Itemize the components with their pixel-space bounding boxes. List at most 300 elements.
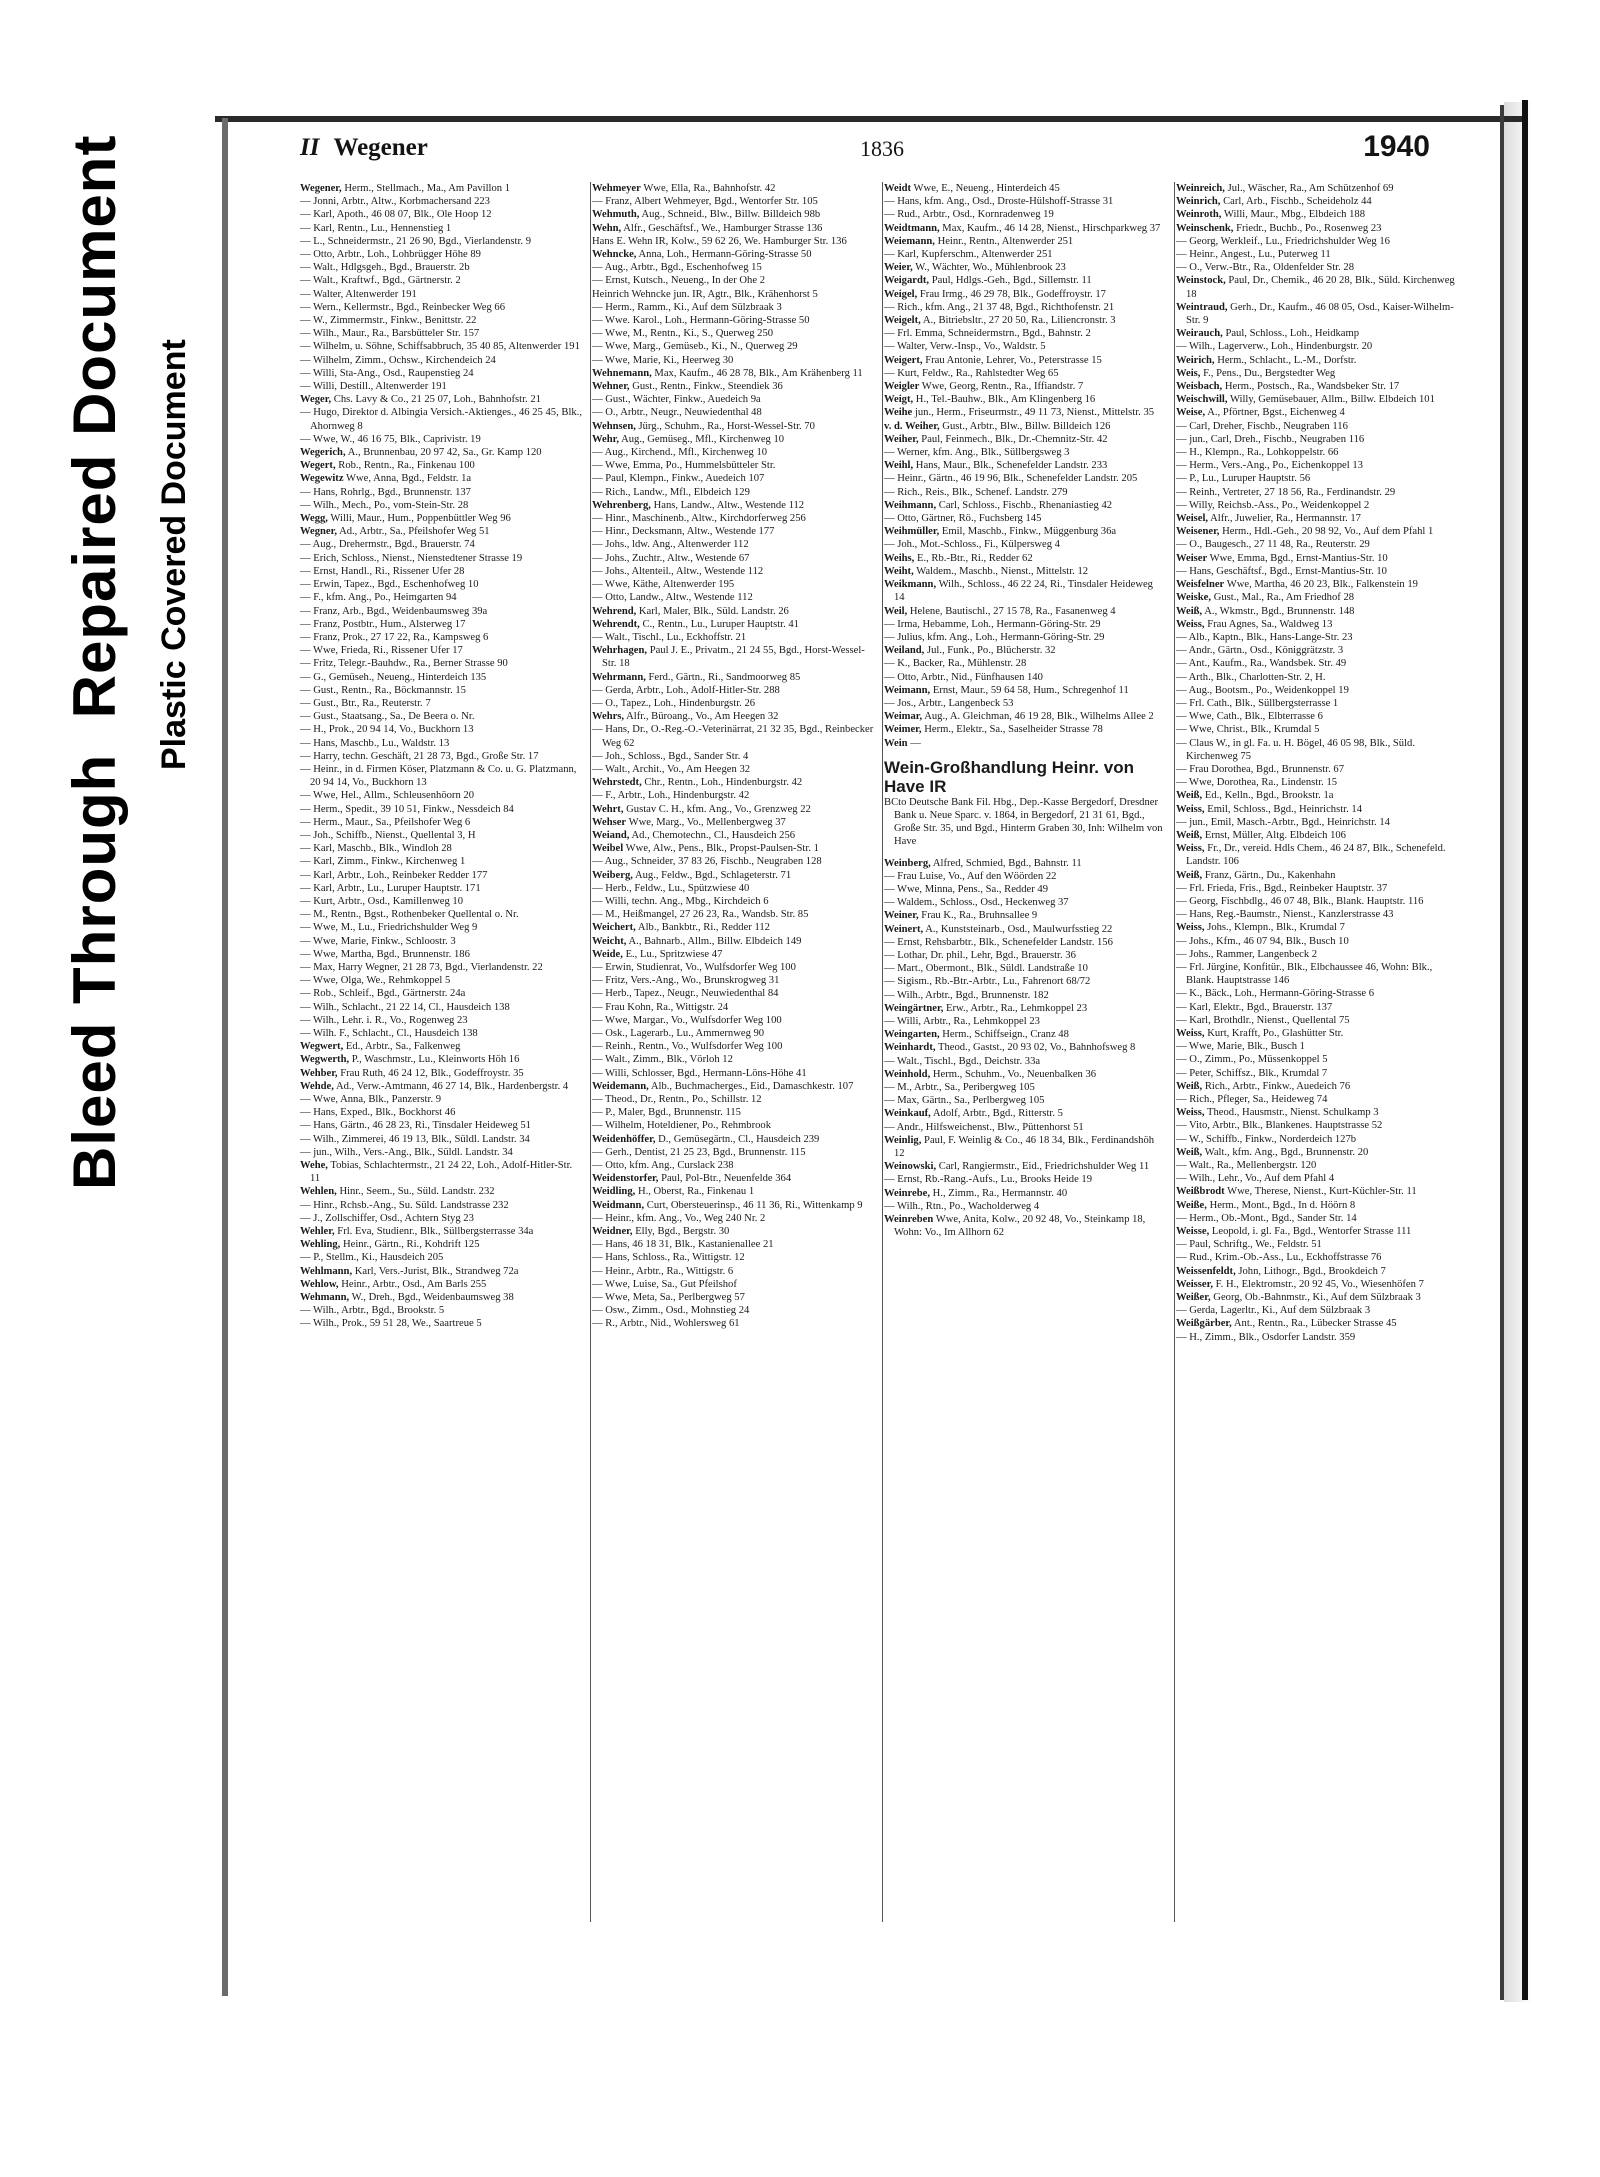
directory-entry — [592, 327, 874, 340]
directory-entry — [884, 710, 1166, 723]
advertisement-title: Wein-Großhandlung Heinr. von Have IR — [884, 757, 1134, 796]
entry-details: — Frl. Cath., Blk., Süllbergsterrasse 1 — [1176, 697, 1339, 709]
entry-details: — Wwe, Marie, Ki., Heerweg 30 — [592, 354, 734, 366]
directory-entry — [884, 512, 1166, 525]
entry-surname: Weiss, — [1176, 1028, 1205, 1039]
entry-details: Herm., Mont., Bgd., In d. Höörn 8 — [1209, 1199, 1356, 1211]
entry-details: Alfr., Büroang., Vo., Am Heegen 32 — [626, 711, 779, 723]
entry-details: Wwe, Alw., Pens., Blk., Propst-Paulsen-Str. 1 — [625, 843, 819, 855]
directory-entry — [300, 591, 582, 604]
entry-surname: Wehe, — [300, 1160, 328, 1172]
entry-surname: Weiner, — [884, 910, 919, 922]
directory-entry — [592, 1146, 874, 1159]
entry-surname: Weingärtner, — [884, 1002, 944, 1014]
directory-entry — [300, 1199, 582, 1212]
directory-entry — [300, 1001, 582, 1014]
directory-entry — [592, 1185, 874, 1198]
advertisement-entry — [884, 756, 1166, 851]
entry-details: — Vito, Arbtr., Blk., Blankenes. Hauptstrasse 52 — [1176, 1120, 1383, 1132]
entry-surname: Weissenfeldt, — [1176, 1265, 1236, 1277]
entry-surname: Wehlmann, — [300, 1265, 353, 1277]
entry-details: — M., Rentn., Bgst., Rothenbeker Quellental o. Nr. — [300, 909, 519, 921]
directory-entry — [592, 1212, 874, 1225]
directory-entry — [300, 195, 582, 208]
entry-details: — Aug., Kirchend., Mfl., Kirchenweg 10 — [592, 447, 768, 459]
directory-column-1 — [300, 182, 582, 1331]
entry-details: Alb., Bankbtr., Ri., Redder 112 — [637, 922, 770, 934]
entry-details: — Arth., Blk., Charlotten-Str. 2, H. — [1176, 671, 1326, 683]
entry-surname: Wehde, — [300, 1080, 334, 1092]
directory-entry — [1176, 948, 1458, 961]
directory-entry — [300, 538, 582, 551]
directory-entry — [884, 644, 1166, 657]
directory-entry — [592, 1133, 874, 1146]
directory-entry — [592, 842, 874, 855]
entry-details: — Ernst, Kutsch., Neueng., In der Ohe 2 — [592, 275, 765, 287]
directory-entry — [1176, 1185, 1458, 1198]
directory-entry — [1176, 684, 1458, 697]
entry-details: A., Bitriebsltr., 27 20 50, Ra., Liliencronstr. 3 — [922, 315, 1116, 327]
entry-details: Ad., Arbtr., Sa., Pfeilshofer Weg 51 — [339, 526, 490, 538]
directory-column-3 — [884, 182, 1166, 1239]
directory-entry — [884, 261, 1166, 274]
entry-details: — Franz, Arb., Bgd., Weidenbaumsweg 39a — [300, 605, 488, 617]
entry-surname: Weiss, — [1176, 843, 1205, 855]
entry-surname: Weiß, — [1176, 1080, 1203, 1092]
entry-details: Max, Kaufm., 46 14 28, Nienst., Hirschparkweg 37 — [942, 222, 1161, 234]
entry-details: — Gust., Btr., Ra., Reuterstr. 7 — [300, 697, 431, 709]
entry-details: — P., Stellm., Ki., Hausdeich 205 — [300, 1252, 444, 1264]
directory-entry — [1176, 763, 1458, 776]
plastic-covered-label: Plastic Covered Document — [155, 339, 193, 770]
directory-entry — [592, 340, 874, 353]
directory-entry — [884, 657, 1166, 670]
directory-entry — [1176, 420, 1458, 433]
directory-entry — [300, 1291, 582, 1304]
entry-details: — W., Zimmermstr., Finkw., Benittstr. 22 — [300, 315, 477, 327]
directory-entry — [592, 869, 874, 882]
directory-entry — [884, 1015, 1166, 1028]
directory-entry — [300, 288, 582, 301]
entry-surname: Weiß, — [1176, 829, 1203, 841]
directory-entry — [1176, 499, 1458, 512]
directory-entry — [592, 578, 874, 591]
entry-details: — Kurt, Feldw., Ra., Rahlstedter Weg 65 — [884, 367, 1059, 379]
entry-details: Ernst, Maur., 59 64 58, Hum., Schregenhof 11 — [932, 684, 1129, 696]
directory-entry — [1176, 1212, 1458, 1225]
directory-entry — [1176, 393, 1458, 406]
directory-entry — [884, 618, 1166, 631]
entry-details: Gust., Rentn., Finkw., Steendiek 36 — [632, 381, 783, 393]
directory-entry — [1176, 208, 1458, 221]
entry-details: — H., Zimm., Blk., Osdorfer Landstr. 359 — [1176, 1331, 1356, 1343]
entry-details: — Frau Kohn, Ra., Wittigstr. 24 — [592, 1001, 729, 1013]
directory-entry — [1176, 261, 1458, 274]
directory-entry — [884, 1121, 1166, 1134]
entry-details: — Lothar, Dr. phil., Lehr, Bgd., Brauerstr. 36 — [884, 949, 1076, 961]
entry-surname: Weihl, — [884, 460, 914, 472]
entry-details: Alfr., Juwelier, Ra., Hermannstr. 17 — [1210, 513, 1361, 525]
entry-surname: Weinschenk, — [1176, 222, 1234, 234]
directory-entry — [300, 987, 582, 1000]
entry-surname: Weiher, — [884, 433, 919, 445]
entry-details: H., Tel.-Bauhw., Blk., Am Klingenberg 16 — [915, 394, 1096, 406]
entry-details: — Otto, Arbtr., Nid., Fünfhausen 140 — [884, 671, 1043, 683]
entry-details: — Willi, Sta-Ang., Osd., Raupenstieg 24 — [300, 367, 474, 379]
directory-entry — [300, 446, 582, 459]
entry-details: — Wwe, Olga, We., Rehmkoppel 5 — [300, 975, 451, 987]
entry-details: — Gust., Rentn., Ra., Böckmannstr. 15 — [300, 684, 466, 696]
entry-details: Gust., Arbtr., Blw., Billw. Billdeich 126 — [942, 420, 1111, 432]
entry-details: — Rud., Krim.-Ob.-Ass., Lu., Eckhoffstrasse 76 — [1176, 1252, 1382, 1264]
entry-surname: Weirauch, — [1176, 328, 1223, 340]
entry-surname: Weißbrodt — [1176, 1186, 1225, 1198]
entry-details: — Harry, techn. Geschäft, 21 28 73, Bgd., Große Str. 17 — [300, 750, 539, 762]
directory-entry — [300, 354, 582, 367]
entry-surname: Weicht, — [592, 935, 627, 947]
entry-details: — Willy, Reichsb.-Ass., Po., Weidenkoppel 2 — [1176, 499, 1370, 511]
directory-entry — [300, 1053, 582, 1066]
entry-details: — Hans, Geschäftsf., Bgd., Ernst-Mantius-Str. 10 — [1176, 565, 1387, 577]
entry-details: — Hans, Maschb., Lu., Waldstr. 13 — [300, 737, 450, 749]
directory-entry — [300, 552, 582, 565]
directory-entry — [300, 605, 582, 618]
entry-details: — Andr., Hilfsweichenst., Blw., Püttenhorst 51 — [884, 1121, 1084, 1133]
directory-entry — [592, 367, 874, 380]
entry-surname: Weihe — [884, 407, 913, 419]
entry-details: Erw., Arbtr., Ra., Lehmkoppel 23 — [946, 1002, 1088, 1014]
entry-details: — Franz, Postbtr., Hum., Alsterweg 17 — [300, 618, 466, 630]
entry-details: — Karl, Brothdlr., Nienst., Quellental 75 — [1176, 1014, 1350, 1026]
entry-details: — Mart., Obermont., Blk., Süldl. Landstraße 10 — [884, 963, 1088, 975]
directory-entry — [884, 248, 1166, 261]
entry-details: — G., Gemüseh., Neueng., Hinterdeich 135 — [300, 671, 487, 683]
entry-surname: Weiße, — [1176, 1199, 1207, 1211]
directory-entry — [300, 525, 582, 538]
entry-details: — Hans, Dr., O.-Reg.-O.-Veterinärrat, 21 32 35, Bgd., Reinbecker Weg 62 — [592, 724, 874, 749]
binding-strip — [1522, 100, 1528, 2000]
entry-details: — Erwin, Studienrat, Vo., Wulfsdorfer Weg 100 — [592, 961, 796, 973]
directory-entry — [1176, 446, 1458, 459]
directory-entry — [300, 1212, 582, 1225]
directory-entry — [884, 1160, 1166, 1173]
entry-details: Heinrich Wehncke jun. IR, Agtr., Blk., Krähenhorst 5 — [592, 288, 818, 300]
directory-entry — [300, 829, 582, 842]
entry-details: Wwe, Emma, Bgd., Ernst-Mantius-Str. 10 — [1209, 552, 1388, 564]
directory-entry — [884, 1200, 1166, 1213]
entry-details: — Wwe, Frieda, Ri., Rissener Ufer 17 — [300, 645, 463, 657]
directory-entry — [1176, 605, 1458, 618]
entry-details: H., Oberst, Ra., Finkenau 1 — [637, 1186, 755, 1198]
entry-details: — Franz, Albert Wehmeyer, Bgd., Wentorfer Str. 105 — [592, 196, 818, 208]
directory-entry — [300, 657, 582, 670]
entry-details: — O., Zimm., Po., Müssenkoppel 5 — [1176, 1054, 1328, 1066]
directory-entry — [884, 433, 1166, 446]
entry-details: — F., kfm. Ang., Po., Heimgarten 94 — [300, 592, 457, 604]
directory-entry — [592, 1317, 874, 1330]
directory-entry — [592, 974, 874, 987]
directory-entry — [1176, 222, 1458, 235]
entry-details: — Johs., Rammer, Langenbeck 2 — [1176, 948, 1318, 960]
directory-entry — [300, 1067, 582, 1080]
entry-surname: Weihmüller, — [884, 526, 940, 538]
entry-details: — Walt., Kraftwf., Bgd., Gärtnerstr. 2 — [300, 275, 461, 287]
directory-entry — [592, 1291, 874, 1304]
directory-entry — [884, 486, 1166, 499]
directory-entry — [300, 235, 582, 248]
directory-entry — [1176, 1278, 1458, 1291]
entry-details: — Jos., Arbtr., Langenbeck 53 — [884, 697, 1014, 709]
directory-entry — [300, 750, 582, 763]
directory-entry — [1176, 380, 1458, 393]
directory-entry — [592, 274, 874, 287]
entry-surname: Wehling, — [300, 1239, 341, 1251]
entry-details: Wwe, Ella, Ra., Bahnhofstr. 42 — [643, 183, 776, 194]
entry-details: Carl, Arb., Fischb., Scheideholz 44 — [1223, 196, 1372, 208]
directory-entry — [1176, 301, 1458, 327]
entry-details: — Reinh., Rentn., Vo., Wulfsdorfer Weg 100 — [592, 1041, 783, 1053]
directory-entry — [592, 1238, 874, 1251]
directory-entry — [884, 459, 1166, 472]
directory-entry — [592, 486, 874, 499]
entry-details: — Joh., Mot.-Schloss., Fi., Külpersweg 4 — [884, 539, 1060, 551]
entry-surname: Wegert, — [300, 460, 336, 472]
directory-entry — [1176, 591, 1458, 604]
directory-entry — [1176, 935, 1458, 948]
entry-details: — Aug., Bootsm., Po., Weidenkoppel 19 — [1176, 684, 1349, 696]
directory-entry — [1176, 1225, 1458, 1238]
entry-details: Emil, Schloss., Bgd., Heinrichstr. 14 — [1207, 803, 1363, 815]
directory-entry — [1176, 723, 1458, 736]
entry-details: — Otto, kfm. Ang., Curslack 238 — [592, 1160, 734, 1172]
directory-entry — [592, 789, 874, 802]
entry-details: Herm., Postsch., Ra., Wandsbeker Str. 17 — [1224, 381, 1400, 393]
entry-details: — Heinr., in d. Firmen Köser, Platzmann & Co. u. G. Platzmann, 20 94 14, Vo., Buckhorn 13 — [300, 763, 577, 789]
directory-entry — [592, 538, 874, 551]
entry-details: — Herm., Ob.-Mont., Bgd., Sander Str. 14 — [1176, 1212, 1357, 1224]
entry-details: — Gerh., Dentist, 21 25 23, Bgd., Brunnenstr. 115 — [592, 1146, 806, 1158]
entry-details: — Walter, Verw.-Insp., Vo., Waldstr. 5 — [884, 341, 1046, 353]
directory-entry — [884, 578, 1166, 604]
directory-entry — [1176, 578, 1458, 591]
entry-details: Karl, Maler, Blk., Süld. Landstr. 26 — [638, 605, 789, 617]
directory-entry — [300, 1265, 582, 1278]
directory-entry — [884, 923, 1166, 936]
entry-details: — O., Arbtr., Neugr., Neuwiedenthal 48 — [592, 407, 762, 419]
directory-entry — [884, 538, 1166, 551]
entry-surname: Weger, — [300, 394, 332, 406]
directory-entry — [1176, 552, 1458, 565]
entry-details: A., Kunststeinarb., Osd., Maulwurfsstieg 22 — [925, 923, 1113, 935]
directory-entry — [592, 1172, 874, 1185]
entry-details: C., Rentn., Lu., Luruper Hauptstr. 41 — [642, 618, 799, 630]
entry-details: — Wilh., Prok., 59 51 28, We., Saartreue 5 — [300, 1318, 482, 1330]
entry-details: Ed., Arbtr., Sa., Falkenweg — [345, 1041, 461, 1053]
entry-details: — Osw., Zimm., Osd., Mohnstieg 24 — [592, 1305, 750, 1317]
directory-entry — [1176, 789, 1458, 802]
entry-surname: Weiske, — [1176, 592, 1212, 604]
entry-details: Ed., Kelln., Bgd., Brookstr. 1a — [1204, 790, 1334, 802]
entry-details: — Rob., Schleif., Bgd., Gärtnerstr. 24a — [300, 988, 466, 1000]
directory-entry — [1176, 235, 1458, 248]
entry-details: — Waldem., Schloss., Osd., Heckenweg 37 — [884, 897, 1069, 909]
directory-entry — [300, 1027, 582, 1040]
directory-entry — [592, 1304, 874, 1317]
entry-surname: Weiser — [1176, 552, 1208, 564]
entry-surname: Weinstock, — [1176, 275, 1226, 287]
entry-surname: Weide, — [592, 948, 623, 960]
entry-details: Friedr., Buchb., Po., Rosenweg 23 — [1236, 222, 1382, 234]
entry-details: — Wwe, W., 46 16 75, Blk., Caprivistr. 19 — [300, 433, 481, 445]
directory-entry — [1176, 737, 1458, 763]
entry-surname: Weischwill, — [1176, 394, 1228, 406]
entry-details: — jun., Emil, Masch.-Arbtr., Bgd., Heinrichstr. 14 — [1176, 816, 1390, 828]
directory-entry — [300, 314, 582, 327]
entry-details: — H., Prok., 20 94 14, Vo., Buckhorn 13 — [300, 724, 474, 736]
entry-surname: Weimer, — [884, 724, 922, 736]
page-number: 1836 — [860, 136, 904, 161]
entry-surname: Weisener, — [1176, 526, 1220, 538]
running-head: Wegener — [333, 134, 428, 161]
column-rule — [882, 182, 883, 1922]
directory-entry — [300, 671, 582, 684]
entry-details: D., Gemüsegärtn., Cl., Hausdeich 239 — [658, 1133, 820, 1145]
entry-details: — Wwe, Minna, Pens., Sa., Redder 49 — [884, 883, 1048, 895]
directory-entry — [300, 710, 582, 723]
entry-details: — Ernst, Rehsbarbtr., Blk., Schenefelder Landstr. 156 — [884, 936, 1113, 948]
directory-entry — [1176, 1001, 1458, 1014]
entry-details: Paul, Feinmech., Blk., Dr.-Chemnitz-Str. 42 — [921, 433, 1108, 445]
entry-details: — Wilh. F., Schlacht., Cl., Hausdeich 138 — [300, 1028, 478, 1039]
entry-details: — Kurt, Arbtr., Osd., Kamillenweg 10 — [300, 895, 464, 907]
entry-details: — Walt., Tischl., Bgd., Deichstr. 33a — [884, 1055, 1041, 1067]
entry-details: — Joh., Schloss., Bgd., Sander Str. 4 — [592, 750, 749, 762]
entry-details: — Rich., Reis., Blk., Schenef. Landstr. 279 — [884, 486, 1068, 498]
entry-details: Aug., Schneid., Blw., Billw. Billdeich 98b — [641, 209, 821, 221]
directory-entry — [1176, 697, 1458, 710]
entry-details: H., Zimm., Ra., Hermannstr. 40 — [932, 1187, 1068, 1199]
entry-details: — Heinr., Arbtr., Ra., Wittigstr. 6 — [592, 1265, 734, 1277]
directory-entry — [884, 1187, 1166, 1200]
entry-details: — Wwe, Marg., Gemüseb., Ki., N., Querweg 29 — [592, 341, 798, 353]
entry-surname: Wegwerth, — [300, 1054, 350, 1066]
directory-entry — [300, 631, 582, 644]
entry-details: Wwe, Marg., Vo., Mellenbergweg 37 — [628, 816, 786, 828]
entry-details: — Erich, Schloss., Nienst., Nienstedtener Strasse 19 — [300, 552, 523, 564]
entry-details: Alfred, Schmied, Bgd., Bahnstr. 11 — [932, 857, 1082, 869]
entry-details: A., Wkmstr., Bgd., Brunnenstr. 148 — [1204, 605, 1355, 617]
entry-details: Helene, Bautischl., 27 15 78, Ra., Fasanenweg 4 — [909, 605, 1116, 617]
entry-details: Rob., Rentn., Ra., Finkenau 100 — [338, 460, 475, 472]
entry-details: — Wwe, Käthe, Altenwerder 195 — [592, 579, 735, 591]
directory-entry — [1176, 182, 1458, 195]
directory-entry — [1176, 1119, 1458, 1132]
directory-entry — [300, 1304, 582, 1317]
entry-details: — — [910, 737, 921, 749]
directory-entry — [884, 1041, 1166, 1054]
entry-details: — Wilh., Lehr., Vo., Auf dem Pfahl 4 — [1176, 1173, 1335, 1185]
entry-details: Aug., A. Gleichman, 46 19 28, Blk., Wilhelms Allee 2 — [924, 711, 1154, 723]
directory-entry — [300, 1093, 582, 1106]
directory-entry — [884, 1107, 1166, 1120]
directory-entry — [884, 975, 1166, 988]
entry-details: — Osk., Lagerarb., Lu., Ammernweg 90 — [592, 1028, 765, 1039]
entry-surname: Wegg, — [300, 513, 328, 525]
directory-entry — [884, 472, 1166, 485]
entry-details: Herm., Schuhm., Vo., Neuenbalken 36 — [932, 1068, 1097, 1080]
entry-details: Herm., Stellmach., Ma., Am Pavillon 1 — [344, 183, 511, 194]
entry-details: Walt., kfm. Ang., Bgd., Brunnenstr. 20 — [1204, 1146, 1369, 1158]
entry-details: Adolf, Arbtr., Bgd., Ritterstr. 5 — [932, 1108, 1063, 1120]
entry-details: A., Brunnenbau, 20 97 42, Sa., Gr. Kamp 120 — [347, 447, 542, 459]
entry-surname: Wehn, — [592, 222, 622, 234]
entry-surname: Weiemann, — [884, 235, 935, 247]
entry-details: Jul., Wäscher, Ra., Am Schützenhof 69 — [1227, 183, 1394, 194]
entry-details: — Franz, Prok., 27 17 22, Ra., Kampsweg 6 — [300, 631, 489, 643]
directory-entry — [1176, 1317, 1458, 1330]
bleed-text: Bleed Through — [61, 753, 128, 1190]
directory-entry — [1176, 816, 1458, 829]
entry-details: — Wilh., Lagerverw., Loh., Hindenburgstr. 20 — [1176, 341, 1373, 353]
entry-details: — Willi, Arbtr., Ra., Lehmkoppel 23 — [884, 1015, 1040, 1027]
entry-surname: Weikmann, — [884, 579, 937, 591]
entry-details: — Frl. Frieda, Fris., Bgd., Reinbeker Hauptstr. 37 — [1176, 882, 1388, 894]
entry-surname: Wehnemann, — [592, 367, 652, 379]
directory-entry — [300, 1119, 582, 1132]
entry-details: Theod., Hausmstr., Nienst. Schulkamp 3 — [1207, 1107, 1379, 1119]
entry-surname: Weintraud, — [1176, 301, 1228, 313]
directory-entry — [1176, 671, 1458, 684]
entry-surname: Weisel, — [1176, 513, 1209, 525]
entry-surname: Weiand, — [592, 829, 630, 841]
directory-entry — [1176, 710, 1458, 723]
directory-entry — [884, 1213, 1166, 1239]
directory-entry — [592, 472, 874, 485]
entry-details: — O., Verw.-Btr., Ra., Oldenfelder Str. 28 — [1176, 262, 1355, 274]
entry-surname: Weichert, — [592, 922, 636, 934]
entry-details: Ant., Rentn., Ra., Lübecker Strasse 45 — [1233, 1318, 1397, 1330]
entry-surname: Weiss, — [1176, 1107, 1205, 1119]
entry-details: — Werner, kfm. Ang., Blk., Süllbergsweg 3 — [884, 447, 1070, 459]
directory-entry — [592, 222, 874, 235]
directory-entry — [300, 644, 582, 657]
directory-entry — [1176, 486, 1458, 499]
directory-entry — [300, 499, 582, 512]
directory-entry — [592, 288, 874, 301]
directory-entry — [592, 1119, 874, 1132]
entry-surname: Wehnsen, — [592, 420, 636, 432]
directory-entry — [884, 301, 1166, 314]
entry-details: Paul, F. Weinlig & Co., 46 18 34, Blk., Ferdinandshöh 12 — [894, 1134, 1155, 1160]
entry-surname: Wehmann, — [300, 1292, 350, 1304]
entry-details: Wwe, Therese, Nienst., Kurt-Küchler-Str. 11 — [1227, 1186, 1417, 1198]
entry-surname: Weinkauf, — [884, 1108, 931, 1120]
entry-details: Frau Antonie, Lehrer, Vo., Peterstrasse 15 — [925, 354, 1102, 366]
directory-entry — [300, 816, 582, 829]
entry-surname: Weißgärber, — [1176, 1318, 1232, 1330]
entry-surname: Wegner, — [300, 526, 337, 538]
directory-entry — [592, 1251, 874, 1264]
entry-details: — jun., Wilh., Vers.-Ang., Blk., Süldl. Landstr. 34 — [300, 1146, 513, 1158]
directory-entry — [884, 525, 1166, 538]
entry-details: F., Pens., Du., Bergstedter Weg — [1203, 367, 1336, 379]
entry-surname: Weigel, — [884, 288, 918, 300]
directory-entry — [884, 367, 1166, 380]
directory-entry — [300, 301, 582, 314]
entry-details: Herm., Schlacht., L.-M., Dorfstr. — [1217, 354, 1357, 366]
directory-entry — [1176, 1251, 1458, 1264]
directory-entry — [1176, 618, 1458, 631]
